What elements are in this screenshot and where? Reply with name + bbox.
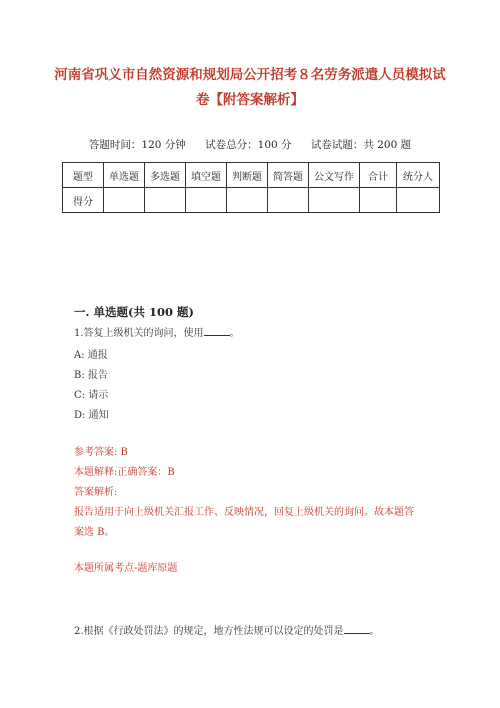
score-table-header: 简答题	[268, 163, 309, 188]
score-table-header-row	[63, 163, 440, 188]
option-c: C: 请示	[74, 390, 109, 401]
score-table-header: 合计	[360, 163, 397, 188]
score-table-header: 填空题	[186, 163, 227, 188]
question-2-stem	[74, 622, 380, 637]
answer-explanation: 本题解释:正确答案：B	[74, 467, 175, 478]
analysis-text-line-2: 案选 B。	[74, 527, 115, 538]
option-d: D: 通知	[74, 410, 109, 421]
reference-answer: 参考答案: B	[74, 447, 128, 458]
exam-question-count: 试卷试题：共 200 题	[310, 139, 412, 151]
exam-total-score: 试卷总分：100 分	[205, 139, 292, 151]
analysis-text-line-1: 报告适用于向上级机关汇报工作、反映情况，回复上级机关的询问。故本题答	[74, 507, 414, 518]
section-title: 一. 单选题(共 100 题)	[74, 305, 194, 319]
score-cell	[227, 188, 268, 213]
score-row-label: 得分	[63, 188, 104, 213]
score-table	[62, 162, 440, 213]
score-table-header: 单选题	[104, 163, 145, 188]
answer-blank	[204, 325, 230, 336]
document-title-line-2: 卷【附答案解析】	[196, 92, 304, 108]
score-cell	[268, 188, 309, 213]
exam-meta	[0, 137, 500, 152]
question-source: 本题所属考点-题库原题	[74, 563, 178, 574]
question-2-stem-end: 。	[369, 626, 380, 637]
score-cell	[360, 188, 397, 213]
score-cell	[309, 188, 360, 213]
score-cell	[397, 188, 440, 213]
analysis-label: 答案解析:	[74, 487, 118, 498]
score-table-header: 公文写作	[309, 163, 360, 188]
question-1-stem-text: 1.答复上级机关的询问，使用	[74, 328, 204, 339]
question-1-stem	[74, 324, 240, 339]
score-table-header: 题型	[63, 163, 104, 188]
question-1-stem-end: 。	[229, 328, 240, 339]
document-title-line-1: 河南省巩义市自然资源和规划局公开招考８名劳务派遣人员模拟试	[54, 67, 446, 83]
question-2-stem-text: 2.根据《行政处罚法》的规定，地方性法规可以设定的处罚是	[74, 626, 344, 637]
answer-blank	[344, 623, 370, 634]
score-cell	[145, 188, 186, 213]
score-cell	[104, 188, 145, 213]
option-b: B: 报告	[74, 370, 108, 381]
score-table-header: 统分人	[397, 163, 440, 188]
score-table-header: 多选题	[145, 163, 186, 188]
option-a: A: 通报	[74, 350, 108, 361]
score-cell	[186, 188, 227, 213]
exam-time: 答题时间：120 分钟	[88, 139, 186, 151]
score-table-header: 判断题	[227, 163, 268, 188]
score-table-score-row	[63, 188, 440, 213]
